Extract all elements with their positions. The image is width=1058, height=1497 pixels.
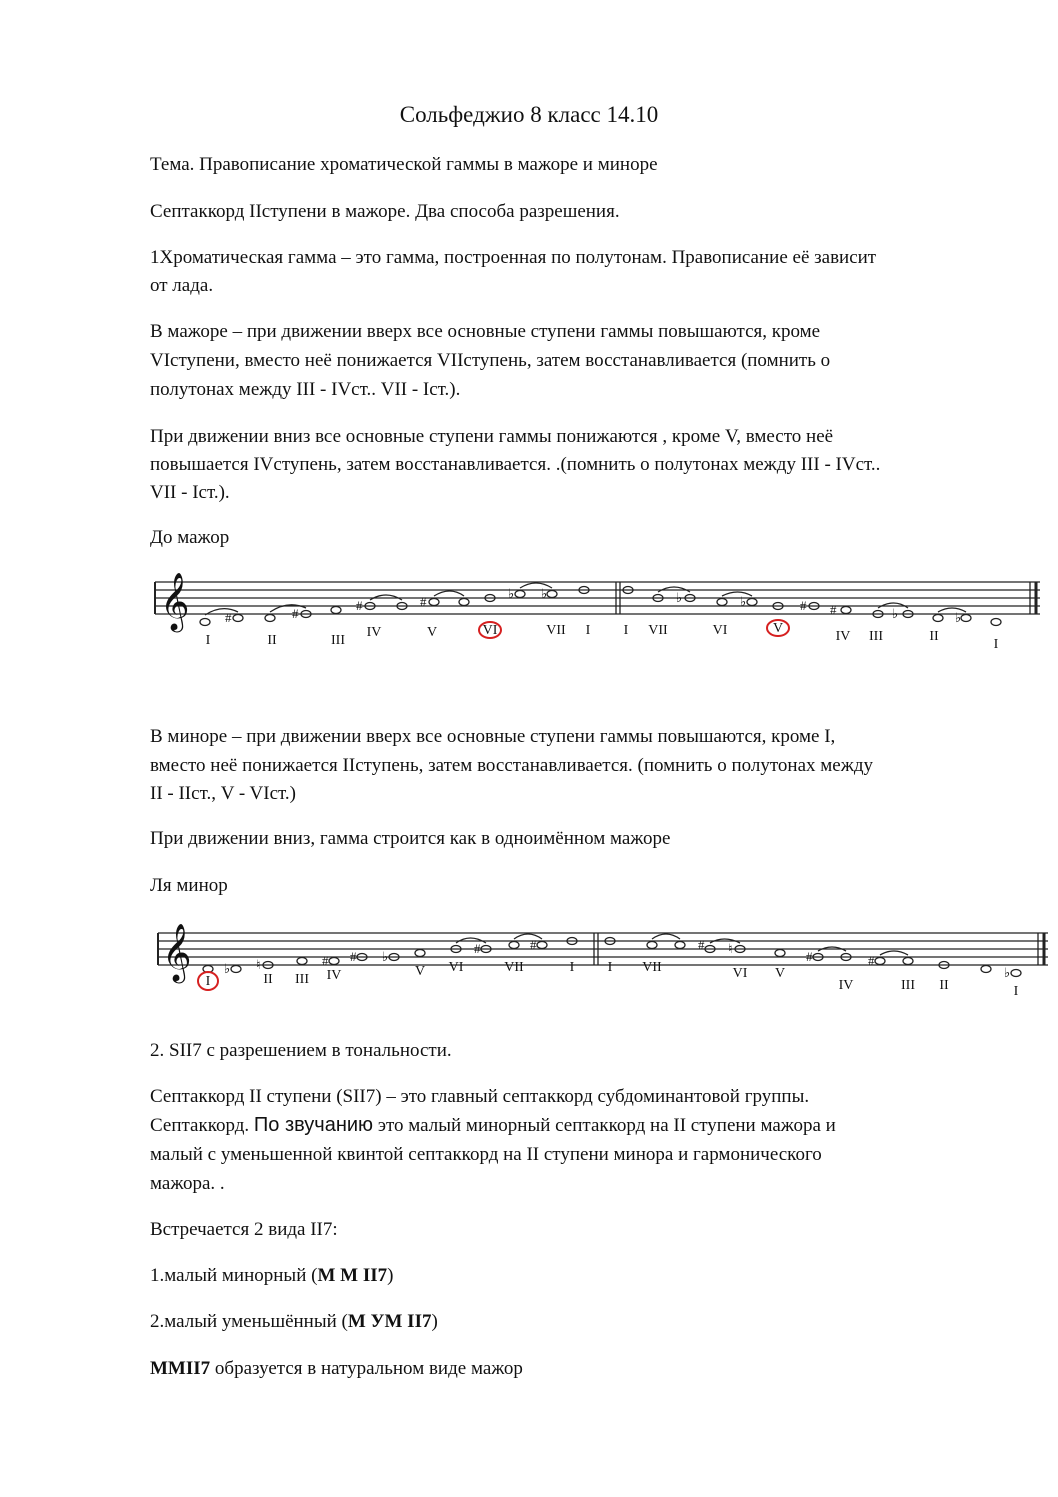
svg-text:♮: ♮ xyxy=(256,957,261,972)
paragraph-2-line-1: В мажоре – при движении вверх все основные ступени гаммы повышаются, кроме xyxy=(150,321,821,342)
paragraph-2-line-2: VIступени, вместо неё понижается VIIступень, затем восстанавливается (помнить о xyxy=(150,350,831,371)
page-title: Сольфеджио 8 класс 14.10 xyxy=(399,102,659,127)
paragraph-1-line-2: от лада. xyxy=(150,275,214,296)
svg-text:I: I xyxy=(205,633,211,648)
svg-text:#: # xyxy=(322,953,329,968)
svg-text:III: III xyxy=(331,633,345,648)
section-2-heading: 2. SII7 с разрешением в тональности. xyxy=(150,1040,452,1061)
svg-text:VII: VII xyxy=(504,960,524,975)
paragraph-1-line-1: 1Хроматическая гамма – это гамма, построенная по полутонам. Правописание её зависит xyxy=(150,247,877,268)
major-scale-label: До мажор xyxy=(150,527,230,548)
last-paragraph: ММII7 образуется в натуральном виде мажор xyxy=(150,1358,523,1379)
paragraph-6-line-3: малый с уменьшенной квинтой септаккорд на II ступени минора и гармонического xyxy=(150,1144,822,1165)
svg-text:♭: ♭ xyxy=(382,949,389,964)
svg-text:III: III xyxy=(901,978,915,993)
paragraph-6-line-2: Септаккорд. По звучанию это малый минорный септаккорд на II ступени мажора и xyxy=(150,1114,836,1136)
paragraph-3-line-1: При движении вниз все основные ступени гаммы понижаются , кроме V, вместо неё xyxy=(150,426,834,447)
svg-text:II: II xyxy=(263,972,273,987)
svg-text:V: V xyxy=(772,621,784,636)
svg-text:VI: VI xyxy=(482,623,498,638)
paragraph-7: Встречается 2 вида II7: xyxy=(150,1219,338,1240)
svg-text:#: # xyxy=(474,941,481,956)
svg-text:VI: VI xyxy=(448,960,464,975)
svg-text:♭: ♭ xyxy=(955,610,962,625)
svg-text:II: II xyxy=(939,978,949,993)
svg-text:II: II xyxy=(929,629,939,644)
subtopic-line: Септаккорд IIступени в мажоре. Два способа разрешения. xyxy=(150,201,620,222)
paragraph-3-line-3: VII - Iст.). xyxy=(150,482,230,503)
svg-text:VI: VI xyxy=(732,966,748,981)
svg-text:#: # xyxy=(350,949,357,964)
svg-text:♭: ♭ xyxy=(892,606,899,621)
svg-text:♮: ♮ xyxy=(728,941,733,956)
svg-text:III: III xyxy=(295,972,309,987)
svg-text:#: # xyxy=(698,937,705,952)
svg-text:V: V xyxy=(774,966,786,981)
svg-text:♭: ♭ xyxy=(1004,965,1011,980)
minor-scale-label: Ля минор xyxy=(150,875,228,896)
treble-clef-icon: 𝄞 xyxy=(162,924,192,980)
paragraph-5: При движении вниз, гамма строится как в одноимённом мажоре xyxy=(150,828,671,849)
svg-text:♭: ♭ xyxy=(224,961,231,976)
svg-text:I: I xyxy=(205,974,211,989)
svg-text:#: # xyxy=(420,594,427,609)
a-minor-chromatic-scale xyxy=(0,915,1058,1005)
svg-text:I: I xyxy=(1013,984,1019,999)
svg-text:#: # xyxy=(530,937,537,952)
svg-text:V: V xyxy=(426,625,438,640)
c-major-chromatic-scale xyxy=(0,560,1058,660)
paragraph-4-line-1: В миноре – при движении вверх все основные ступени гаммы повышаются, кроме I, xyxy=(150,726,836,747)
svg-text:VI: VI xyxy=(712,623,728,638)
svg-text:IV: IV xyxy=(326,968,342,983)
svg-text:I: I xyxy=(569,960,575,975)
paragraph-4-line-2: вместо неё понижается IIступень, затем восстанавливается. (помнить о полутонах между xyxy=(150,755,874,776)
svg-text:II: II xyxy=(267,633,277,648)
svg-text:VII: VII xyxy=(546,623,566,638)
paragraph-6-line-1: Септаккорд II ступени (SII7) – это главный септаккорд субдоминантовой группы. xyxy=(150,1086,810,1107)
svg-text:IV: IV xyxy=(366,625,382,640)
list-item-2: 2.малый уменьшённый (М УМ II7) xyxy=(150,1311,438,1332)
svg-text:I: I xyxy=(607,960,613,975)
svg-text:#: # xyxy=(830,602,837,617)
svg-text:#: # xyxy=(806,949,813,964)
svg-text:I: I xyxy=(623,623,629,638)
svg-text:♭: ♭ xyxy=(541,586,548,601)
svg-text:I: I xyxy=(993,637,999,652)
svg-text:♭: ♭ xyxy=(740,594,747,609)
paragraph-2-line-3: полутонах между III - IVст.. VII - Iст.). xyxy=(150,379,461,400)
svg-text:#: # xyxy=(868,953,875,968)
svg-text:VII: VII xyxy=(642,960,662,975)
svg-text:#: # xyxy=(800,598,807,613)
svg-text:I: I xyxy=(585,623,591,638)
svg-text:V: V xyxy=(414,964,426,979)
svg-text:#: # xyxy=(292,606,299,621)
svg-text:#: # xyxy=(356,598,363,613)
svg-text:♭: ♭ xyxy=(676,590,683,605)
paragraph-4-line-3: II - IIст., V - VIст.) xyxy=(150,783,296,804)
list-item-1: 1.малый минорный (М М II7) xyxy=(150,1265,394,1286)
svg-text:#: # xyxy=(225,610,232,625)
treble-clef-icon: 𝄞 xyxy=(160,573,190,629)
svg-text:IV: IV xyxy=(835,629,851,644)
svg-text:IV: IV xyxy=(838,978,854,993)
svg-text:♭: ♭ xyxy=(508,586,515,601)
svg-text:III: III xyxy=(869,629,883,644)
paragraph-3-line-2: повышается IVступень, затем восстанавливается. .(помнить о полутонах между III - IVст.. xyxy=(150,454,881,475)
svg-text:VII: VII xyxy=(648,623,668,638)
topic-line: Тема. Правописание хроматической гаммы в мажоре и миноре xyxy=(150,154,658,175)
paragraph-6-line-4: мажора. . xyxy=(150,1173,225,1194)
